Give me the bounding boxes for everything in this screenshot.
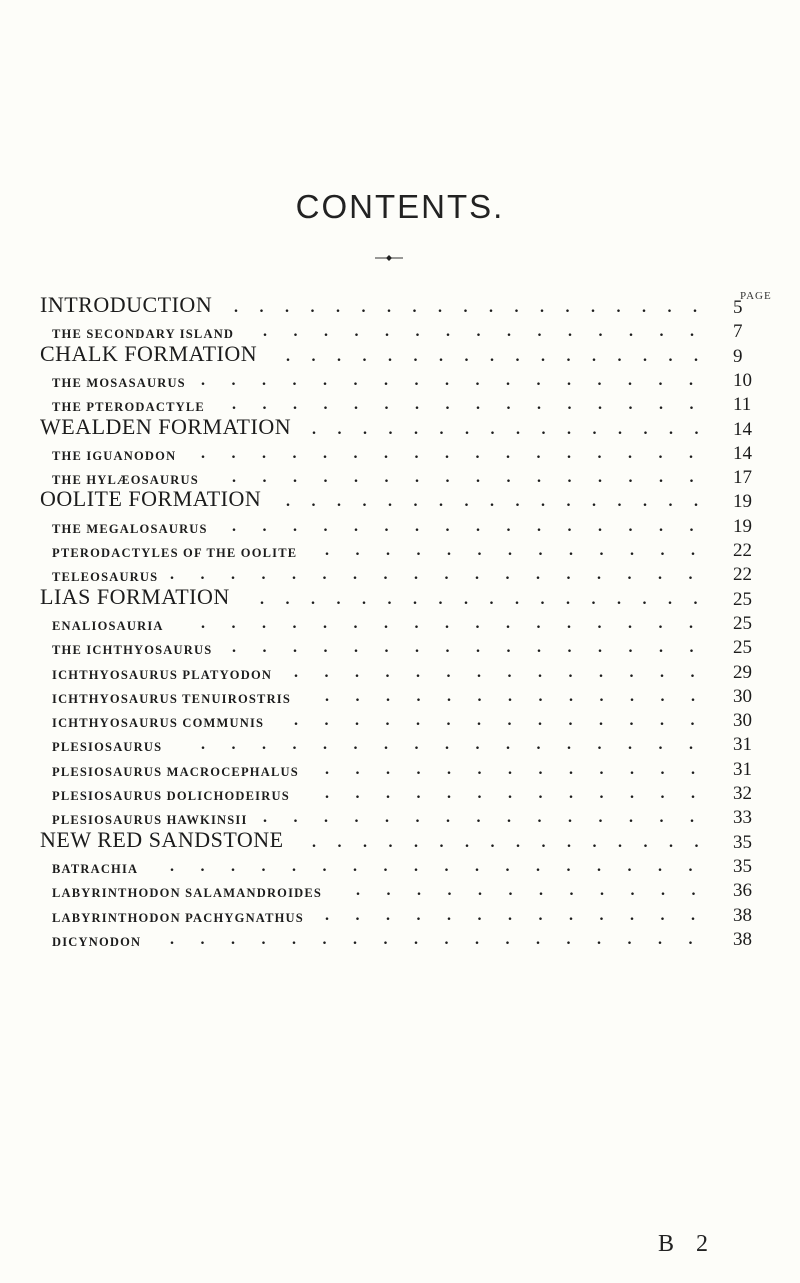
toc-entry-title: PLESIOSAURUS bbox=[52, 740, 163, 755]
dot-leader: ................ bbox=[232, 396, 720, 414]
toc-entry bbox=[0, 758, 800, 782]
toc-entry-title: NEW RED SANDSTONE bbox=[40, 826, 284, 852]
toc-entry-page-number: 31 bbox=[733, 734, 752, 756]
toc-entry-title: BATRACHIA bbox=[52, 861, 139, 876]
toc-entry bbox=[0, 369, 800, 393]
dot-leader: .................. bbox=[170, 857, 719, 875]
toc-entry-title: CHALK FORMATION bbox=[40, 340, 258, 366]
toc-entry-page-number: 38 bbox=[733, 928, 752, 950]
dot-leader: ............. bbox=[325, 542, 722, 559]
toc-entry-page-number: 30 bbox=[733, 710, 752, 732]
dot-leader: .............. bbox=[294, 663, 721, 681]
toc-entry-page-number: 19 bbox=[733, 515, 752, 537]
toc-entry bbox=[0, 928, 800, 952]
toc-entry-page-number: 38 bbox=[733, 904, 752, 926]
toc-entry-title: THE HYLÆOSAURUS bbox=[52, 473, 199, 488]
toc-entry bbox=[0, 612, 800, 636]
toc-entry-page-number: 25 bbox=[733, 637, 752, 659]
dot-leader: ............... bbox=[263, 323, 721, 341]
dot-leader: ................. bbox=[201, 371, 720, 389]
page-title: CONTENTS. bbox=[295, 188, 505, 225]
toc-entry-title: PTERODACTYLES OF THE OOLITE bbox=[52, 546, 298, 560]
toc-entry-page-number: 30 bbox=[733, 685, 752, 707]
toc-entry bbox=[0, 340, 800, 369]
toc-entry bbox=[0, 879, 800, 903]
dot-leader: ................ bbox=[312, 833, 720, 851]
toc-entry bbox=[0, 782, 800, 806]
toc-entry-page-number: 31 bbox=[733, 758, 752, 780]
toc-entry-title: LABYRINTHODON SALAMANDROIDES bbox=[52, 886, 323, 901]
toc-entry-page-number: 14 bbox=[733, 418, 752, 440]
dot-leader: ............... bbox=[263, 809, 721, 827]
toc-entry-page-number: 5 bbox=[733, 297, 743, 318]
toc-entry-title: DICYNODON bbox=[52, 934, 142, 949]
toc-entry-page-number: 25 bbox=[733, 612, 752, 634]
toc-entry-page-number: 22 bbox=[733, 564, 752, 586]
dot-leader: ................. bbox=[286, 347, 720, 365]
toc-entry bbox=[0, 709, 800, 733]
toc-entry-title: OOLITE FORMATION bbox=[40, 486, 262, 512]
toc-entry-title: PLESIOSAURUS DOLICHODEIRUS bbox=[52, 789, 290, 803]
toc-entry-title: WEALDEN FORMATION bbox=[40, 413, 292, 439]
toc-entry-title: THE PTERODACTYLE bbox=[52, 400, 205, 415]
dot-leader: .................. bbox=[260, 590, 719, 608]
toc-entry bbox=[0, 661, 800, 685]
dot-leader: ................ bbox=[232, 517, 720, 535]
toc-entry bbox=[0, 292, 800, 320]
toc-entry-title: THE MOSASAURUS bbox=[52, 375, 186, 390]
dot-leader: ............. bbox=[325, 785, 722, 802]
toc-entry-title: TELEOSAURUS bbox=[52, 570, 159, 585]
toc-entry-page-number: 25 bbox=[733, 588, 752, 610]
toc-entry-page-number: 29 bbox=[733, 661, 752, 683]
toc-entry-title: THE IGUANODON bbox=[52, 448, 177, 463]
toc-entry-page-number: 35 bbox=[733, 831, 752, 853]
signature-mark: B 2 bbox=[658, 1231, 717, 1257]
dot-leader: ............. bbox=[325, 687, 722, 705]
toc-entry-page-number: 33 bbox=[733, 807, 752, 829]
toc-entry bbox=[0, 904, 800, 928]
dot-leader: ................. bbox=[201, 444, 720, 462]
dot-leader: ................ bbox=[232, 469, 720, 487]
dot-leader: ................. bbox=[201, 736, 720, 754]
dot-leader: ................ bbox=[312, 420, 720, 438]
ornament-divider-icon bbox=[375, 254, 403, 262]
dot-leader: .................. bbox=[170, 566, 719, 584]
dot-leader: ............. bbox=[325, 906, 722, 924]
toc-entry bbox=[0, 413, 800, 442]
toc-entry-page-number: 19 bbox=[733, 491, 752, 513]
toc-entry-title: ICHTHYOSAURUS PLATYODON bbox=[52, 667, 273, 682]
toc-entry-page-number: 7 bbox=[733, 321, 743, 343]
dot-leader: ................. bbox=[286, 493, 720, 511]
toc-entry-title: ENALIOSAURIA bbox=[52, 618, 164, 633]
toc-entry-page-number: 32 bbox=[733, 783, 752, 804]
page-column-header: PAGE bbox=[740, 290, 772, 302]
toc-entry-title: ICHTHYOSAURUS COMMUNIS bbox=[52, 716, 265, 731]
toc-entry-page-number: 35 bbox=[733, 855, 752, 877]
dot-leader: ................... bbox=[234, 299, 719, 316]
toc-entry bbox=[0, 733, 800, 757]
toc-entry-title: PLESIOSAURUS MACROCEPHALUS bbox=[52, 764, 299, 779]
dot-leader: ............. bbox=[325, 760, 722, 778]
toc-entry-title: PLESIOSAURUS HAWKINSII bbox=[52, 813, 248, 828]
toc-entry bbox=[0, 583, 800, 612]
toc-entry-page-number: 17 bbox=[733, 467, 752, 489]
toc-entry bbox=[0, 855, 800, 879]
dot-leader: .................. bbox=[170, 930, 719, 948]
toc-entry-title: ICHTHYOSAURUS TENUIROSTRIS bbox=[52, 691, 292, 706]
toc-entry-title: LIAS FORMATION bbox=[40, 583, 230, 609]
dot-leader: .............. bbox=[294, 712, 721, 730]
toc-entry bbox=[0, 486, 800, 514]
toc-entry bbox=[0, 515, 800, 539]
toc-entry-page-number: 10 bbox=[733, 369, 752, 391]
toc-entry bbox=[0, 539, 800, 563]
toc-entry bbox=[0, 826, 800, 855]
toc-entry bbox=[0, 636, 800, 660]
toc-entry-title: THE MEGALOSAURUS bbox=[52, 521, 208, 536]
toc-entry-title: INTRODUCTION bbox=[40, 292, 213, 317]
toc-entry-title: THE ICHTHYOSAURUS bbox=[52, 643, 213, 658]
dot-leader: ................ bbox=[232, 639, 720, 657]
toc-entry-page-number: 22 bbox=[733, 540, 752, 561]
toc-entry bbox=[0, 442, 800, 466]
dot-leader: ................. bbox=[201, 614, 720, 632]
dot-leader: ............ bbox=[356, 882, 722, 900]
toc-entry bbox=[0, 685, 800, 709]
toc-entry-page-number: 11 bbox=[733, 394, 752, 416]
toc-entry-title: LABYRINTHODON PACHYGNATHUS bbox=[52, 910, 304, 925]
toc-entry-page-number: 14 bbox=[733, 442, 752, 464]
toc-entry-title: THE SECONDARY ISLAND bbox=[52, 327, 235, 342]
toc-entry-page-number: 36 bbox=[733, 880, 752, 902]
toc-entry-page-number: 9 bbox=[733, 345, 743, 367]
